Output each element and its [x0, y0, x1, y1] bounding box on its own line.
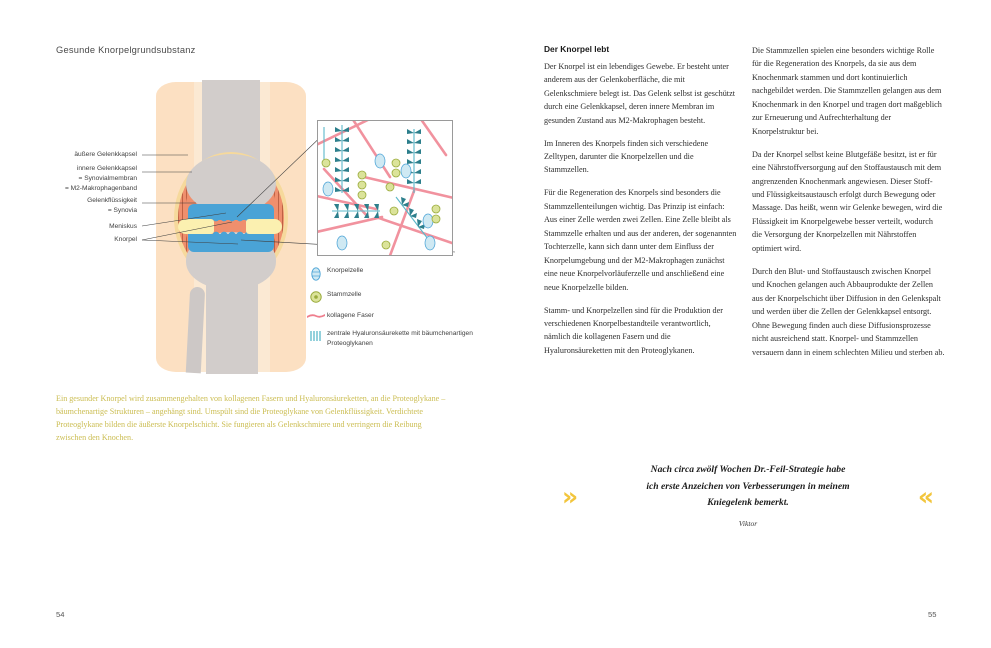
paragraph: Die Stammzellen spielen eine besonders wichtige Rolle für die Regeneration des Knorpels, da sie aus dem Knochenmark stammen und dort kontinuierlich nachgebildet werden. Die Stammzellen gelangen aus dem Knochenmark in den Knorpel und tragen dort maßgeblich zur Erneuerung und Aufrechterhaltung der Knorpelstruktur bei. — [752, 46, 942, 136]
paragraph: Durch den Blut- und Stoffaustausch zwischen Knorpel und Knochen gelangen auch Abbauprodukte der Zellen aus der Knorpelschicht über Diffusion in den Gelenkspalt und werden über die Zellen der Gelenkkapsel entsorgt. Ohne Bewegung finden auch diese Diffusionsprozesse nicht ausreichend statt. Knorpel- und Stammzellen versauern dann in einem schlechten Milieu und sterben ab. — [752, 266, 945, 357]
label-inner-capsule-line1: innere Gelenkkapsel — [76, 165, 137, 172]
paragraph: Für die Regeneration des Knorpels sind besonders die Stammzellenteilungen wichtig. Das Prinzip ist einfach: Aus einer Zelle werden zwei Zellen. Eine Zelle bleibt als Stammzelle erhalten und aus der anderen, der sogenannten Tochterzelle, kann sich dann unter dem Einfluss der Knorpelumgebung und der M2-Makrophagen zunächst eine neue Knorpelvorläuferzelle und anschließend eine neue Knorpelzelle bilden. — [544, 188, 737, 292]
quote-author: Viktor — [738, 518, 758, 528]
paragraph: Stamm- und Knorpelzellen sind für die Produktion der verschiedenen Knorpelbestandteile verantwortlich, nämlich die kollagenen Fasern und die Hyaluronsäureketten mit den Proteoglykanen. — [544, 305, 723, 355]
illustration-legend — [305, 266, 485, 357]
page-number-left: 54 — [56, 610, 65, 619]
legend-item — [305, 329, 485, 348]
label-cartilage: Knorpel — [114, 236, 137, 243]
quote-line-3: Kniegelenk bemerkt. — [707, 497, 789, 508]
text-column-2 — [752, 44, 945, 368]
label-inner-capsule-line3: = M2-Makrophagenband — [64, 184, 137, 192]
label-joint-fluid-line1: Gelenkflüssigkeit — [87, 197, 137, 204]
legend-item — [305, 266, 485, 281]
legend-label: Stammzelle — [327, 290, 362, 298]
hyaluronan-chain-comb-icon — [305, 329, 327, 342]
cartilage-matrix-drawing — [318, 121, 452, 255]
legend-label: Knorpelzelle — [327, 267, 364, 274]
quote-mark-left-icon: » — [562, 482, 579, 511]
quote-line-2: ich erste Anzeichen von Verbesserungen in meinem — [646, 480, 850, 492]
quote-line-1: Nach circa zwölf Wochen Dr.-Feil-Strategie habe — [650, 464, 846, 475]
label-outer-capsule: äußere Gelenkkapsel — [74, 151, 137, 158]
legend-label: kollagene Faser — [327, 312, 374, 319]
label-inner-capsule — [0, 164, 137, 194]
anatomy-label-group — [0, 0, 330, 400]
pull-quote — [552, 462, 944, 528]
label-joint-fluid — [0, 196, 137, 216]
quote-text — [605, 462, 891, 512]
paragraph: Im Inneren des Knorpels finden sich verschiedene Zelltypen, darunter die Knorpelzellen und die Stammzellen. — [544, 138, 709, 175]
label-meniscus: Meniskus — [109, 223, 137, 230]
legend-item — [305, 311, 485, 321]
page-left — [0, 0, 495, 648]
collagen-fiber-line-icon — [305, 311, 327, 320]
figure-caption: Ein gesunder Knorpel wird zusammengehalten von kollagenen Fasern und Hyaluronsäureketten, an die Proteoglykane – bäumchenartige Strukturen – angehängt sind. Umspült sind die Proteoglykane von Gelenkflüssigkeit. Verdichtete Proteoglykane bilden die äußerste Knorpelschicht. Sie fungieren als Gelenkschmiere und verringern die Reibung zwischen den Knochen. — [56, 394, 446, 443]
text-column-1 — [544, 44, 737, 367]
page-number-right: 55 — [928, 610, 937, 619]
label-inner-capsule-line2: = Synovialmembran — [78, 174, 137, 182]
label-joint-fluid-line2: = Synovia — [107, 206, 137, 214]
cartilage-matrix-inset — [317, 120, 453, 256]
section-heading: Der Knorpel lebt — [544, 44, 610, 54]
page-title: Gesunde Knorpelgrundsubstanz — [56, 45, 196, 55]
paragraph: Der Knorpel ist ein lebendiges Gewebe. Er besteht unter anderem aus der Gelenkoberfläche, die mit Gelenkschmiere belegt ist. Das Gelenk selbst ist geschützt durch eine Gelenkkapsel, deren innere Membran im gesunden Zustand aus M2-Makrophagen besteht. — [544, 61, 735, 125]
paragraph: Da der Knorpel selbst keine Blutgefäße besitzt, ist er für eine Nährstoffversorgung auf den Stoffaustausch mit dem angrenzenden Knochenmark angewiesen. Dieser Stoff- und Flüssigkeitsaustausch erfolgt durch Bewegung oder Massage. Das heißt, wenn wir Gelenke bewegen, wird die Flüssigkeit im Knorpelgewebe besser verteilt, wodurch die Versorgung der Knorpelzellen mit Nährstoffen optimiert wird. — [752, 149, 943, 253]
legend-item — [305, 290, 485, 303]
stem-cell-circle-icon — [305, 290, 327, 303]
quote-mark-right-icon: « — [917, 482, 934, 511]
legend-label: zentrale Hyaluronsäurekette mit bäumchenartigen Proteoglykanen — [327, 330, 473, 347]
chondrocyte-capsule-icon — [305, 266, 327, 281]
